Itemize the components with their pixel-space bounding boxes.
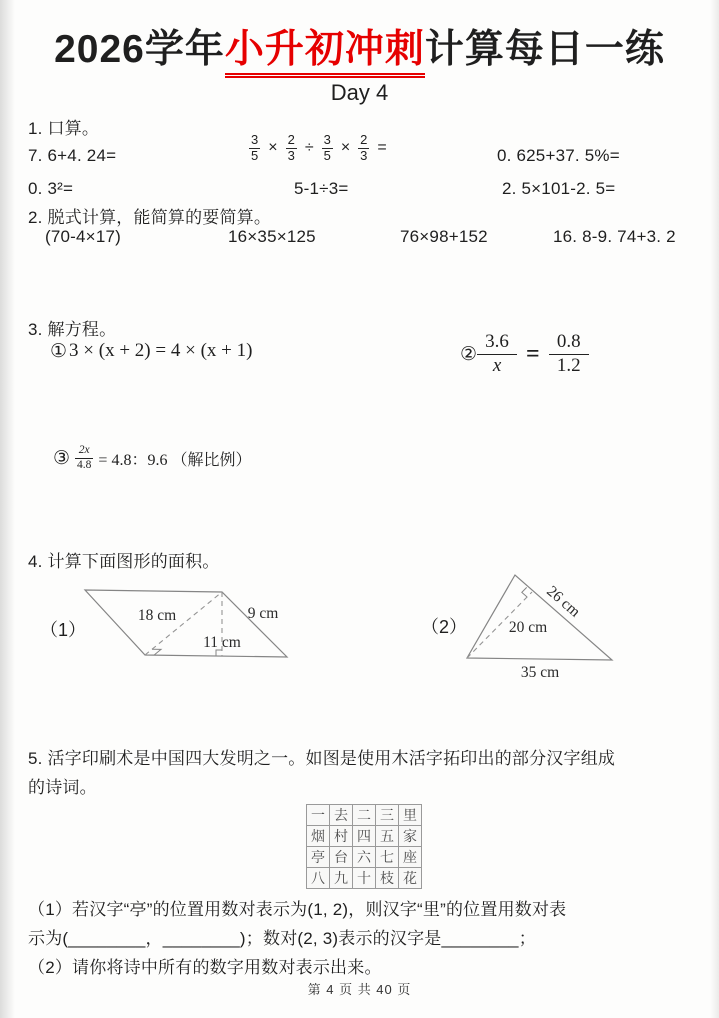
- grid-cell: 里: [399, 805, 422, 826]
- grid-cell: 花: [399, 868, 422, 889]
- title-prefix: 2026学年: [54, 28, 225, 71]
- q3-equation-1: [50, 340, 252, 362]
- equals-sign: =: [377, 139, 387, 157]
- figure2-label: （2）: [421, 617, 468, 637]
- grid-cell: 五: [376, 826, 399, 847]
- equation-body: 3 × (x + 2) = 4 × (x + 1): [69, 340, 253, 361]
- grid-row: [307, 868, 422, 889]
- fraction-numerator: 3: [251, 132, 259, 147]
- q2-item-2: 16×35×125: [228, 227, 316, 246]
- q1-fraction-expression: [249, 133, 387, 164]
- parallelogram-figure: [66, 576, 301, 671]
- grid-cell: 十: [353, 868, 376, 889]
- fraction-numerator: 2x: [78, 444, 90, 456]
- q5-sub1-line2: 示为(________，________)；数对(2, 3)表示的汉字是________；: [28, 929, 536, 948]
- q4-heading: 4. 计算下面图形的面积。: [28, 552, 220, 571]
- grid-cell: 台: [330, 847, 353, 868]
- grid-cell: 八: [307, 868, 330, 889]
- character-grid: [306, 804, 422, 889]
- grid-cell: 一: [307, 805, 330, 826]
- q1-problem-1: 7. 6+4. 24=: [28, 146, 117, 165]
- right-angle-mark-diamond: [152, 649, 161, 655]
- fraction: [477, 331, 517, 378]
- grid-cell: 三: [376, 805, 399, 826]
- page-left-shadow: [0, 0, 15, 1018]
- fraction-denominator: x: [477, 354, 517, 378]
- grid-cell: 九: [330, 868, 353, 889]
- fraction-denominator: 5: [323, 147, 331, 163]
- fraction: [249, 133, 260, 164]
- page-title: [0, 18, 719, 74]
- title-highlight: 小升初冲刺: [225, 28, 425, 78]
- fraction: [322, 133, 333, 164]
- operator-divide: ÷: [304, 139, 314, 157]
- fraction: [75, 444, 93, 473]
- fraction-denominator: 4.8: [77, 458, 92, 471]
- grid-row: [307, 805, 422, 826]
- q5-intro-line1: 5. 活字印刷术是中国四大发明之一。如图是使用木活字拓印出的部分汉字组成: [28, 749, 616, 768]
- fraction-numerator: 2: [287, 132, 295, 147]
- fraction: [358, 133, 369, 164]
- diagonal-dimension-label: 18 cm: [137, 607, 177, 624]
- fraction-denominator: 3: [360, 147, 368, 163]
- fraction-denominator: 3: [287, 147, 295, 163]
- triangle-figure: [450, 558, 645, 688]
- equation-body: = 4.8：9.6 （解比例）: [98, 451, 252, 469]
- fraction: [286, 133, 297, 164]
- q1-problem-3: 0. 625+37. 5%=: [497, 146, 620, 165]
- fraction-denominator: 1.2: [549, 354, 589, 378]
- fraction-numerator: 2: [360, 132, 368, 147]
- grid-cell: 亭: [307, 847, 330, 868]
- operator-multiply: ×: [268, 139, 278, 157]
- circled-number-3: ③: [53, 447, 71, 470]
- grid-cell: 六: [353, 847, 376, 868]
- grid-cell: 四: [353, 826, 376, 847]
- q5-subquestion-1: [28, 895, 566, 953]
- grid-cell: 枝: [376, 868, 399, 889]
- grid-cell: 七: [376, 847, 399, 868]
- grid-cell: 去: [330, 805, 353, 826]
- page-number: 第 4 页 共 40 页: [307, 982, 412, 997]
- fraction: [549, 331, 589, 378]
- grid-cell: 烟: [307, 826, 330, 847]
- fraction-numerator: 3.6: [485, 331, 509, 352]
- slant-dimension-label: 26 cm: [543, 582, 584, 621]
- q2-item-3: 76×98+152: [400, 227, 488, 246]
- figure1-label: （1）: [40, 620, 87, 640]
- side-dimension-label: 9 cm: [247, 605, 279, 622]
- page-right-shadow: [710, 0, 719, 1018]
- circled-number-2: ②: [460, 343, 478, 366]
- grid-row: [307, 826, 422, 847]
- q5-intro-line2: 的诗词。: [28, 778, 97, 797]
- height-dimension-label: 20 cm: [508, 619, 548, 636]
- q3-heading: 3. 解方程。: [28, 320, 117, 339]
- fraction-denominator: 5: [251, 147, 259, 163]
- q3-equation-2: [460, 331, 589, 378]
- day-subtitle: Day 4: [330, 80, 389, 105]
- q5-sub1-line1: （1）若汉字“亭”的位置用数对表示为(1, 2)，则汉字“里”的位置用数对表: [28, 900, 567, 919]
- title-suffix: 计算每日一练: [424, 28, 665, 71]
- operator-multiply: ×: [340, 139, 351, 157]
- grid-cell: 村: [330, 826, 353, 847]
- circled-number-1: ①: [50, 340, 68, 362]
- base-dimension-label: 35 cm: [520, 664, 560, 681]
- q3-equation-3: [53, 444, 251, 473]
- grid-cell: 二: [353, 805, 376, 826]
- q2-heading: 2. 脱式计算，能简算的要简算。: [28, 208, 272, 227]
- grid-cell: 座: [399, 847, 422, 868]
- q2-item-1: (70-4×17): [45, 227, 121, 246]
- triangle-outline: [467, 575, 612, 660]
- equals-sign: =: [526, 340, 540, 367]
- q5-intro: [28, 744, 615, 802]
- grid-cell: 家: [399, 826, 422, 847]
- q1-problem-5: 5-1÷3=: [294, 179, 349, 198]
- q1-problem-6: 2. 5×101-2. 5=: [502, 179, 616, 198]
- parallelogram-outline: [85, 590, 287, 657]
- right-angle-mark: [522, 587, 527, 597]
- grid-row: [307, 847, 422, 868]
- q1-problem-4: 0. 3²=: [28, 179, 74, 198]
- fraction-numerator: 3: [323, 132, 331, 147]
- fraction-numerator: 0.8: [556, 331, 581, 352]
- q2-item-4: 16. 8-9. 74+3. 2: [553, 227, 676, 246]
- height-dimension-label: 11 cm: [203, 634, 241, 651]
- q5-subquestion-2: （2）请你将诗中所有的数字用数对表示出来。: [28, 958, 382, 977]
- q1-heading: 1. 口算。: [28, 119, 100, 138]
